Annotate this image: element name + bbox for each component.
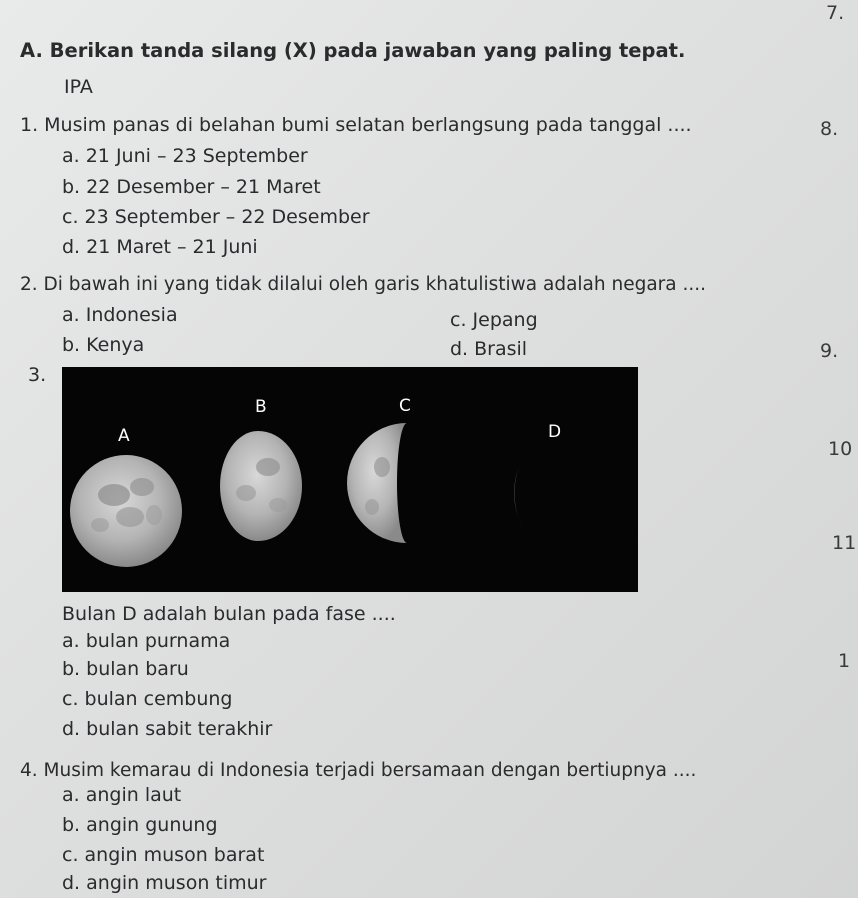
side-number-9: 9. [820,340,839,362]
moon-label-c: C [399,396,411,416]
moon-phases-image [62,367,638,592]
subject-label: IPA [64,76,93,98]
question-3: Bulan D adalah bulan pada fase .... [62,603,396,625]
moon-d-crescent [514,465,522,525]
question-1: 1. Musim panas di belahan bumi selatan berlangsung pada tanggal .... [20,114,692,136]
question-4: 4. Musim kemarau di Indonesia terjadi bersamaan dengan bertiupnya .... [20,760,697,781]
section-heading: A. Berikan tanda silang (X) pada jawaban yang paling tepat. [20,39,686,62]
q3-option-a: a. bulan purnama [62,630,231,652]
q4-option-b: b. angin gunung [62,814,218,836]
side-number-12: 1 [838,650,851,672]
q1-option-a: a. 21 Juni – 23 September [62,145,308,167]
moon-label-b: B [255,397,267,417]
q1-option-b: b. 22 Desember – 21 Maret [62,176,321,198]
side-number-11: 11 [832,532,857,554]
moon-c-quarter [347,423,407,543]
q1-option-d: d. 21 Maret – 21 Juni [62,236,258,258]
moon-label-d: D [548,422,562,442]
side-number-8: 8. [820,118,839,140]
q2-option-c: c. Jepang [450,309,538,331]
q2-option-b: b. Kenya [62,334,145,356]
q4-option-c: c. angin muson barat [62,844,265,866]
moon-a-full [70,455,182,567]
page-number-top: 7. [826,2,845,24]
q1-option-c: c. 23 September – 22 Desember [62,206,370,228]
q4-option-a: a. angin laut [62,784,182,806]
question-3-number: 3. [28,364,47,386]
side-number-10: 10 [828,438,853,460]
q3-option-d: d. bulan sabit terakhir [62,718,273,740]
q4-option-d: d. angin muson timur [62,872,267,894]
question-2: 2. Di bawah ini yang tidak dilalui oleh garis khatulistiwa adalah negara .... [20,274,707,295]
q3-option-b: b. bulan baru [62,658,189,680]
q2-option-d: d. Brasil [450,338,528,360]
q3-option-c: c. bulan cembung [62,688,233,710]
q2-option-a: a. Indonesia [62,304,178,326]
moon-b-gibbous [220,431,302,541]
moon-label-a: A [118,426,130,446]
